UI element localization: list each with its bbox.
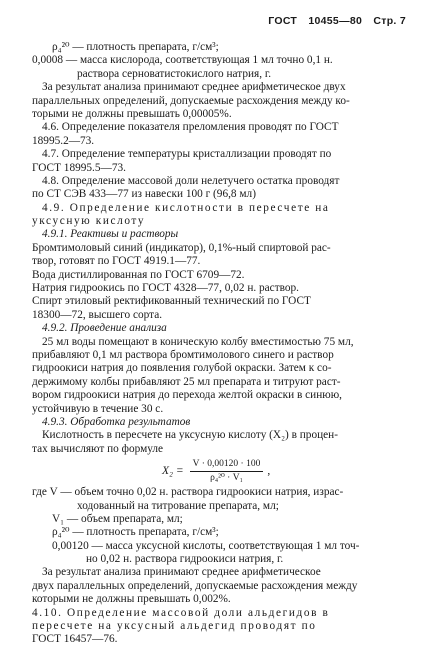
text-line: раствора серноватистокислого натрия, г. bbox=[77, 67, 272, 80]
text-line: 4.10. Определение массовой доли альдегидов в bbox=[32, 606, 330, 619]
text-line: но 0,02 н. раствора гидроокиси натрия, г. bbox=[86, 553, 284, 566]
text-line: ходованный на титрование препарата, мл; bbox=[77, 499, 279, 512]
text-line: ρ₄²⁰ — плотность препарата, г/см³; bbox=[52, 41, 219, 53]
text-line: Кислотность в пересчете на уксусную кислоту (X₂) в процен- bbox=[42, 429, 338, 442]
text-line: которыми не должны превышать 0,002%. bbox=[32, 593, 231, 606]
text-line: За результат анализа принимают среднее арифметическое bbox=[42, 566, 321, 579]
formula-fraction bbox=[190, 459, 264, 484]
text-block-before-formula bbox=[32, 41, 404, 456]
text-line: 4.7. Определение температуры кристаллизации проводят по bbox=[42, 148, 332, 161]
text-line: ρ₄²⁰ — плотность препарата, г/см³; bbox=[52, 526, 219, 539]
formula-denominator: ρ₄²⁰ · V₁ bbox=[210, 473, 243, 484]
text-line: вором гидроокиси натрия до перехода желтой окраски в синюю, bbox=[32, 389, 342, 402]
text-line: 25 мл воды помещают в коническую колбу вместимостью 75 мл, bbox=[42, 335, 354, 348]
text-line: За результат анализа принимают среднее арифметическое двух bbox=[42, 81, 346, 94]
text-line: 0,00120 — масса уксусной кислоты, соответствующая 1 мл точ- bbox=[52, 539, 360, 552]
text-block-after-formula bbox=[32, 486, 404, 647]
text-line: ГОСТ 16457—76. bbox=[32, 633, 118, 646]
text-line: по СТ СЭВ 433—77 из навески 100 г (96,8 мл) bbox=[32, 188, 256, 201]
text-line: V₁ — объем препарата, мл; bbox=[52, 512, 183, 525]
text-line: 4.9.3. Обработка результатов bbox=[42, 415, 191, 428]
page-header bbox=[268, 15, 406, 27]
text-line: Бромтимоловый синий (индикатор), 0,1%-ный спиртовой рас- bbox=[32, 241, 331, 254]
formula-lhs: X₂ = bbox=[162, 464, 184, 477]
header-standard-number: 10455—80 bbox=[308, 15, 363, 27]
text-line: 18300—72, высшего сорта. bbox=[32, 308, 163, 321]
text-line: 4.6. Определение показателя преломления проводят по ГОСТ bbox=[42, 121, 339, 134]
text-line: ГОСТ 18995.5—73. bbox=[32, 161, 126, 174]
text-line: 0,0008 — масса кислорода, соответствующая 1 мл точно 0,1 н. bbox=[32, 54, 333, 67]
formula-numerator: V · 0,00120 · 100 bbox=[190, 459, 264, 472]
text-line: параллельных определений, допускаемые расхождения между ко- bbox=[32, 94, 350, 107]
text-line: Вода дистиллированная по ГОСТ 6709—72. bbox=[32, 268, 245, 281]
text-line: твор, готовят по ГОСТ 4919.1—77. bbox=[32, 255, 201, 268]
text-line: гидроокиси натрия до появления голубой окраски. Затем к со- bbox=[32, 362, 332, 375]
text-line: держимому колбы прибавляют 25 мл препарата и титруют раст- bbox=[32, 375, 341, 388]
text-line: Спирт этиловый ректификованный технический по ГОСТ bbox=[32, 295, 311, 308]
document-body bbox=[32, 41, 404, 647]
formula-block bbox=[32, 456, 404, 486]
formula-trailing-comma: , bbox=[267, 464, 271, 477]
text-line: 4.9. Определение кислотности в пересчете на bbox=[42, 201, 330, 214]
text-line: прибавляют 0,1 мл раствора бромтимолового синего и раствор bbox=[32, 348, 334, 361]
text-line: тах вычисляют по формуле bbox=[32, 442, 164, 455]
header-page-number: Стр. 7 bbox=[373, 15, 406, 27]
text-line: двух параллельных определений, допускаемые расхождения между bbox=[32, 579, 358, 592]
header-gost: ГОСТ bbox=[268, 15, 298, 27]
text-line: пересчете на уксусный альдегид проводят по bbox=[32, 620, 317, 633]
text-line: торыми не должны превышать 0,00005%. bbox=[32, 107, 232, 120]
text-line: где V — объем точно 0,02 н. раствора гидроокиси натрия, израс- bbox=[32, 486, 344, 499]
text-line: устойчивую в течение 30 с. bbox=[32, 402, 164, 415]
text-line: 4.9.2. Проведение анализа bbox=[42, 322, 167, 335]
text-line: уксусную кислоту bbox=[32, 215, 146, 228]
text-line: 4.9.1. Реактивы и растворы bbox=[42, 228, 179, 241]
text-line: Натрия гидроокись по ГОСТ 4328—77, 0,02 н. раствор. bbox=[32, 282, 300, 295]
acidity-formula bbox=[162, 459, 270, 484]
text-line: 18995.2—73. bbox=[32, 134, 95, 147]
text-line: 4.8. Определение массовой доли нелетучего остатка проводят bbox=[42, 174, 340, 187]
